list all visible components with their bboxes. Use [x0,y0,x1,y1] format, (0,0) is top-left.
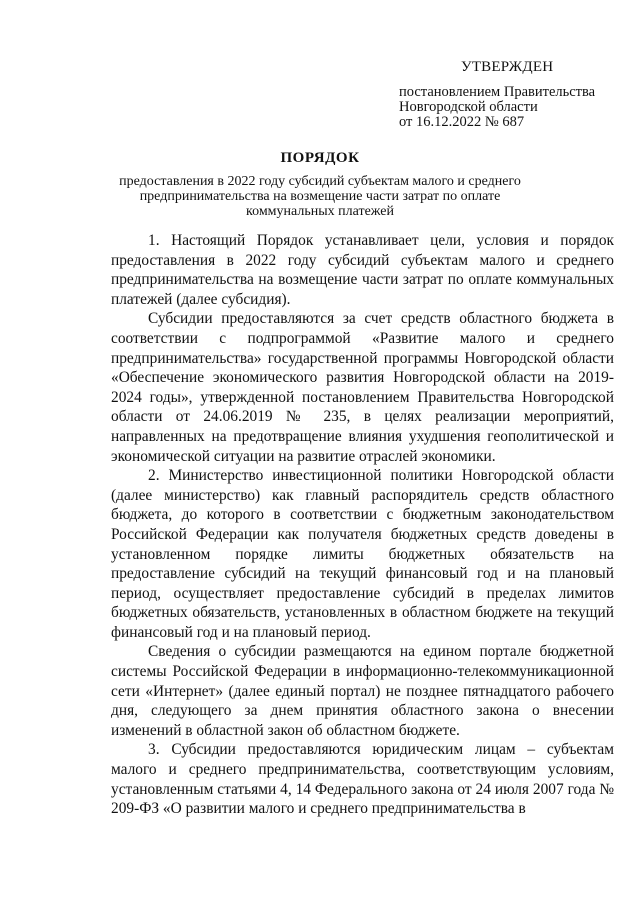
document-body [111,231,614,819]
approval-block [399,60,629,130]
document-title: ПОРЯДОК [280,150,360,166]
document-subtitle-line: коммунальных платежей [246,204,394,219]
document-subtitle-line: предоставления в 2022 году субсидий субъектам малого и среднего [119,174,521,189]
approval-line: Новгородской области [399,99,538,115]
paragraph-4: Сведения о субсидии размещаются на едином портале бюджетной системы Российской Федерации в информационно-телекоммуникационной сети «Интернет» (далее единый портал) не позднее пятнадцатого рабочего дня, следующего за днем принятия областного закона о внесении изменений в областной закон об областном бюджете. [111,643,614,739]
document-subtitle-line: предпринимательства на возмещение части затрат по оплате [139,189,501,204]
approval-line: постановлением Правительства [399,84,596,100]
approval-title: УТВЕРЖДЕН [461,59,554,75]
paragraph-1: 1. Настоящий Порядок устанавливает цели, условия и порядок предоставления в 2022 году субсидий субъектам малого и среднего предпринимательства на возмещение части затрат по оплате коммунальных платежей (далее субсидия). [111,232,614,308]
document-heading [0,150,640,219]
approval-line: от 16.12.2022 № 687 [399,114,525,130]
paragraph-2: Субсидии предоставляются за счет средств областного бюджета в соответствии с подпрограммой «Развитие малого и среднего предпринимательства» государственной программы Новгородской области «Обеспечение экономического развития Новгородской области на 2019-2024 годы», утвержденной постановлением Правительства Новгородской области от 24.06.2019 № 235, в целях реализации мероприятий, направленных на предотвращение влияния ухудшения геополитической и экономической ситуации на развитие отраслей экономики. [111,310,614,465]
paragraph-5: 3. Субсидии предоставляются юридическим лицам – субъектам малого и среднего предпринимательства, соответствующим условиям, установленным статьями 4, 14 Федерального закона от 24 июля 2007 года № 209-ФЗ «О развитии малого и среднего предпринимательства в [111,741,614,818]
paragraph-3: 2. Министерство инвестиционной политики Новгородской области (далее министерство) как главный распорядитель средств областного бюджета, до которого в соответствии с бюджетным законодательством Российской Федерации как получателя бюджетных средств доведены в установленном порядке лимиты бюджетных обязательств на предоставление субсидий на текущий финансовый год и на плановый период, осуществляет предоставление субсидий в пределах лимитов бюджетных обязательств, установленных в областном бюджете на текущий финансовый год и на плановый период. [111,467,614,641]
